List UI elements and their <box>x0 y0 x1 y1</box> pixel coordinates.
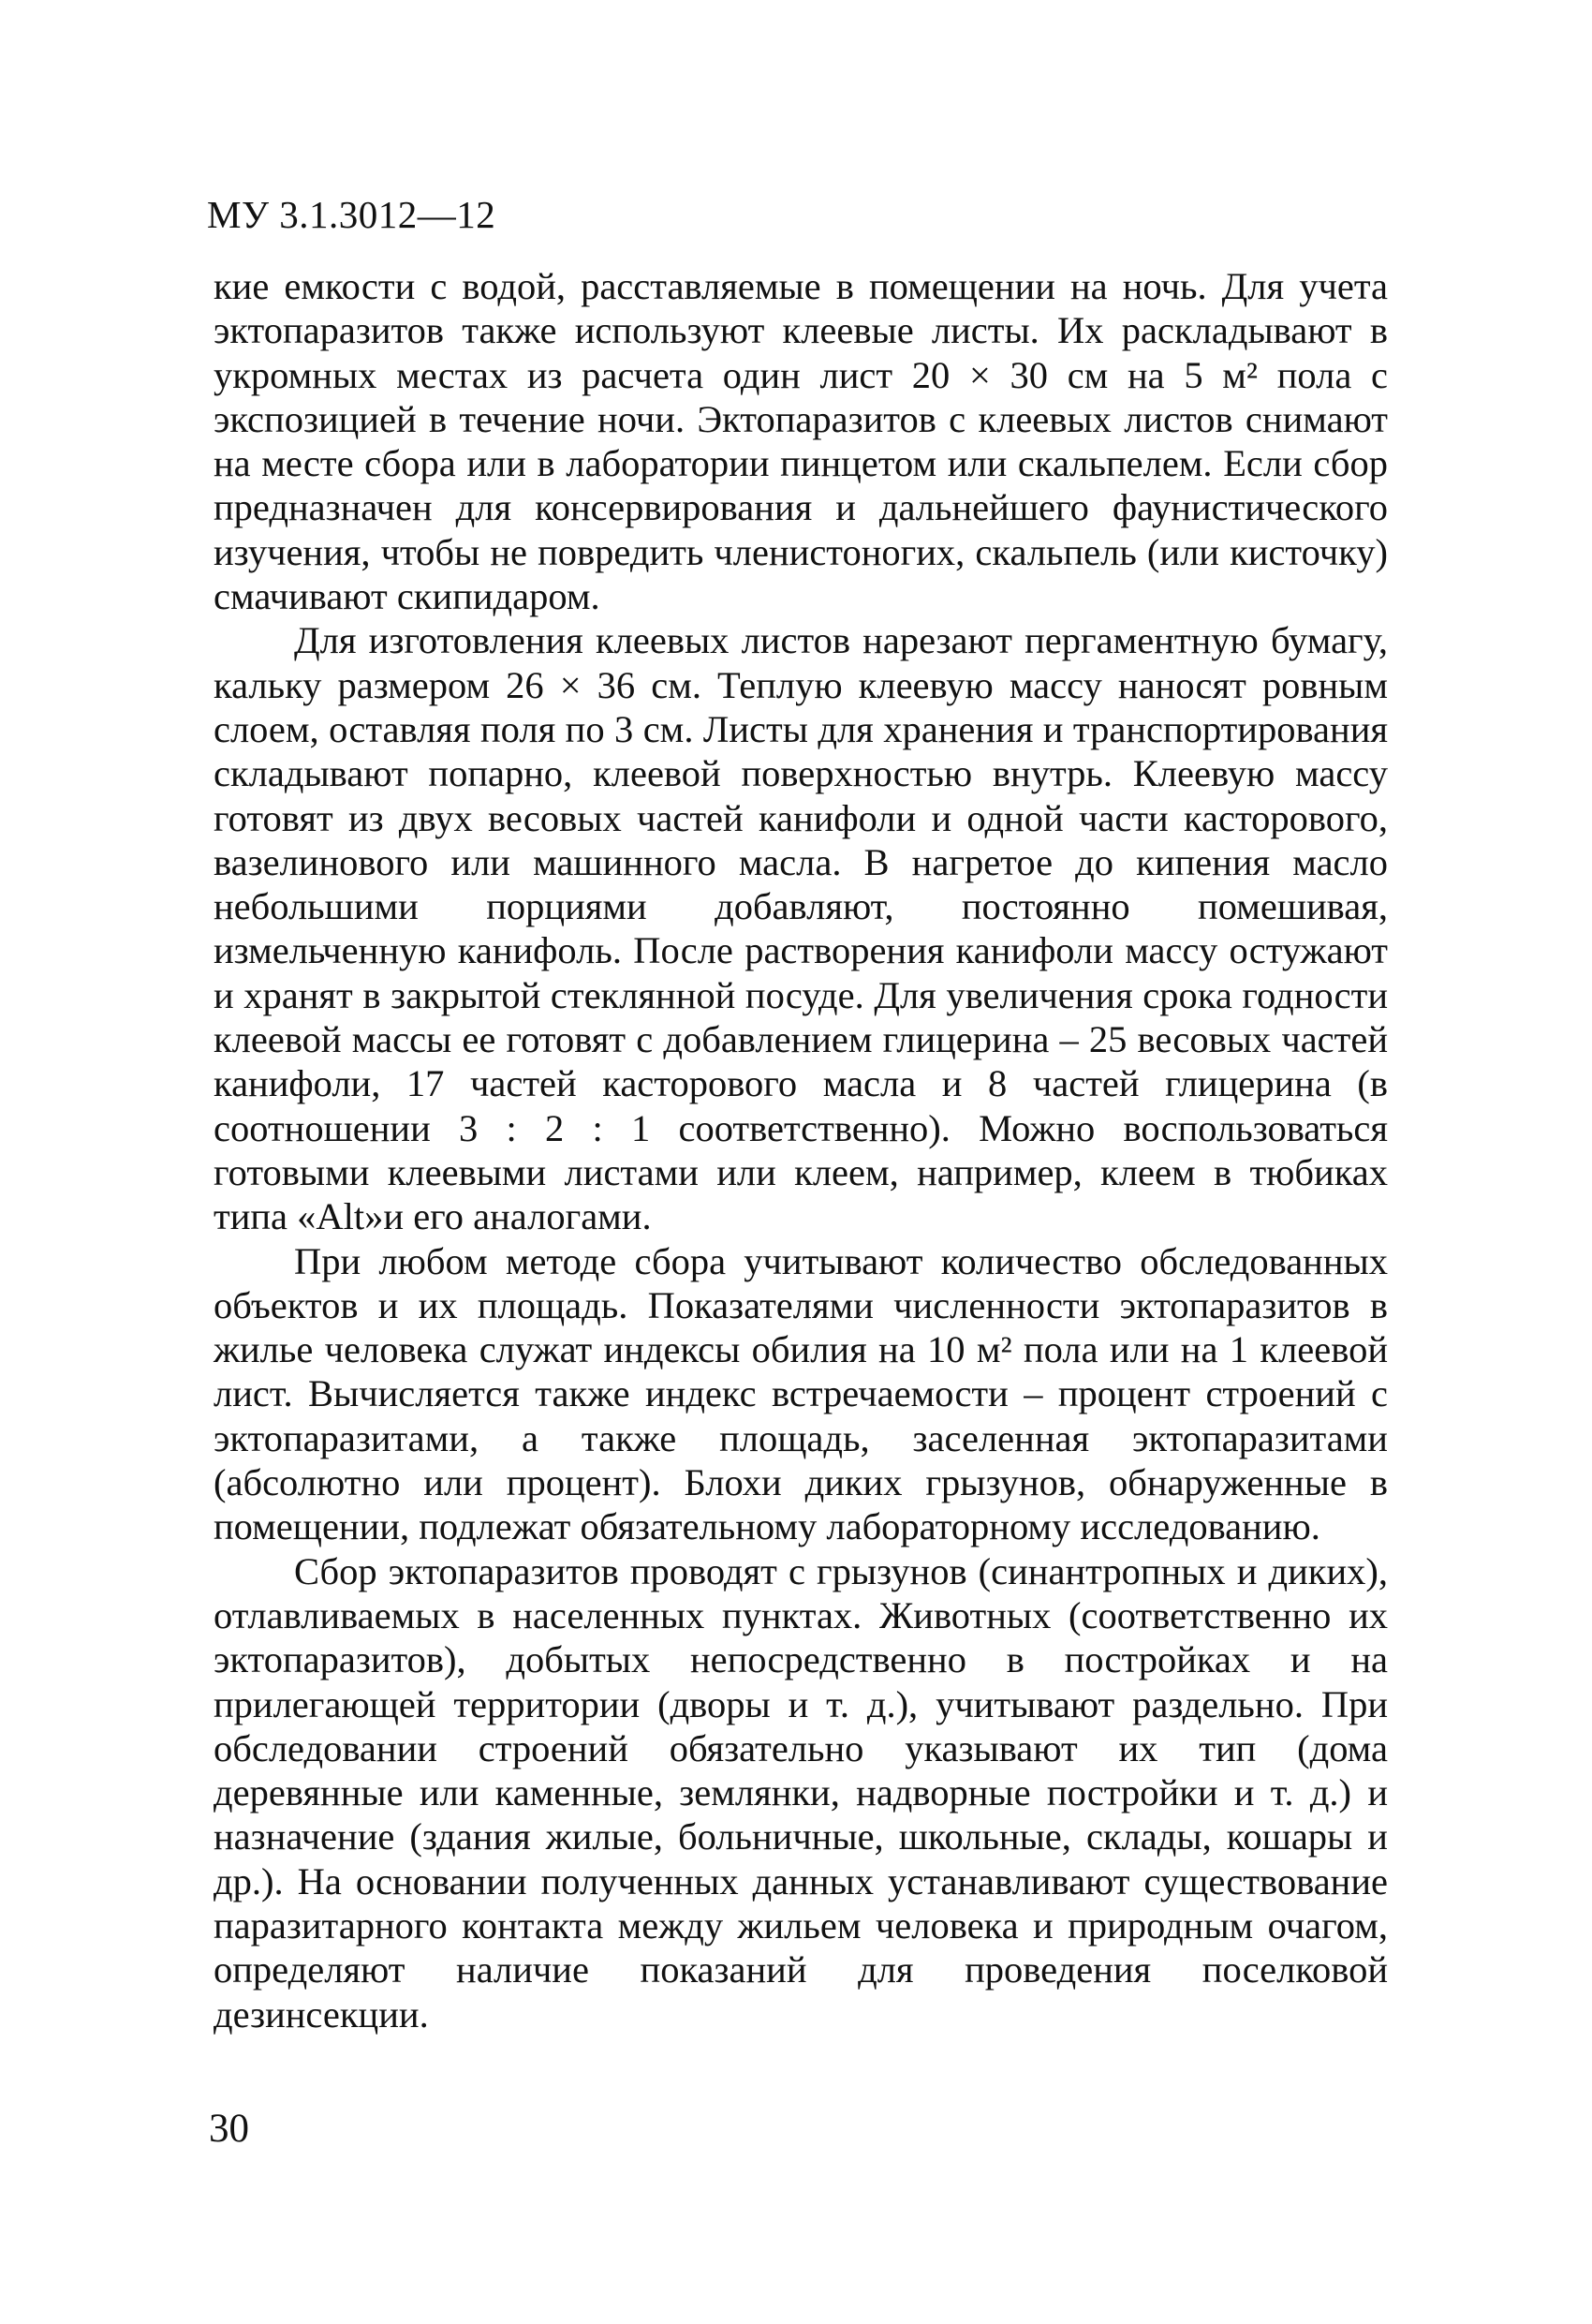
paragraph-1: кие емкости с водой, расставляемые в помещении на ночь. Для учета эктопаразитов также используют клеевые листы. Их раскладывают в укромных местах из расчета один лист 20 × 30 см на 5 м² пола с экспозицией в течение ночи. Эктопаразитов с клеевых листов снимают на месте сбора или в лаборатории пинцетом или скальпелем. Если сбор предназначен для консервирования и дальнейшего фаунистического изучения, чтобы не повредить членистоногих, скальпель (или кисточку) смачивают скипидаром. <box>214 265 1388 618</box>
paragraph-3: При любом методе сбора учитывают количество обследованных объектов и их площадь. Показателями численности эктопаразитов в жилье человека служат индексы обилия на 10 м² пола или на 1 клеевой лист. Вычисляется также индекс встречаемости – процент строений с эктопаразитами, а также площадь, заселенная эктопаразитами (абсолютно или процент). Блохи диких грызунов, обнаруженные в помещении, подлежат обязательному лабораторному исследованию. <box>214 1239 1388 1548</box>
document-header: МУ 3.1.3012—12 <box>207 193 496 236</box>
document-body <box>214 264 1388 2036</box>
paragraph-4: Сбор эктопаразитов проводят с грызунов (синантропных и диких), отлавливаемых в населенных пунктах. Животных (соответственно их эктопаразитов), добытых непосредственно в постройках и на прилегающей территории (дворы и т. д.), учитывают раздельно. При обследовании строений обязательно указывают их тип (дома деревянные или каменные, землянки, надворные постройки и т. д.) и назначение (здания жилые, больничные, школьные, склады, кошары и др.). На основании полученных данных устанавливают существование паразитарного контакта между жильем человека и природным очагом, определяют наличие показаний для проведения поселковой дезинсекции. <box>214 1549 1388 2035</box>
page-number: 30 <box>209 2107 249 2151</box>
paragraph-2: Для изготовления клеевых листов нарезают пергаментную бумагу, кальку размером 26 × 36 см. Теплую клеевую массу наносят ровным слоем, оставляя поля по 3 см. Листы для хранения и транспортирования складывают попарно, клеевой поверхностью внутрь. Клеевую массу готовят из двух весовых частей канифоли и одной части касторового, вазелинового или машинного масла. В нагретое до кипения масло небольшими порциями добавляют, постоянно помешивая, измельченную канифоль. После растворения канифоли массу остужают и хранят в закрытой стеклянной посуде. Для увеличения срока годности клеевой массы ее готовят с добавлением глицерина – 25 весовых частей канифоли, 17 частей касторового масла и 8 частей глицерина (в соотношении 3 : 2 : 1 соответственно). Можно воспользоваться готовыми клеевыми листами или клеем, например, клеем в тюбиках типа «Alt»и его аналогами. <box>214 619 1388 1238</box>
